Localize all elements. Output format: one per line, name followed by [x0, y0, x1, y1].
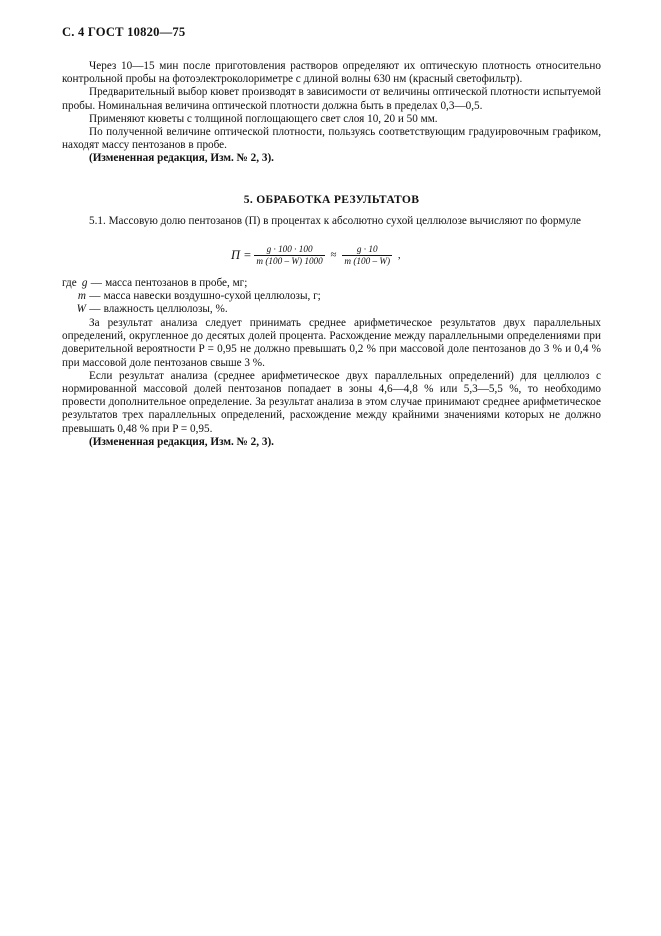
definition-prefix: где: [62, 277, 77, 289]
fraction-denominator: m (100 – W): [344, 256, 391, 266]
fraction-denominator: m (100 – W) 1000: [256, 256, 323, 266]
definition-text: масса навески воздушно-сухой целлюлозы, г;: [103, 290, 321, 303]
amendment-note: (Измененная редакция, Изм. № 2, 3).: [89, 435, 274, 448]
definition-symbol: g: [81, 277, 88, 289]
definition-dash: —: [89, 303, 101, 316]
definition-symbol: W: [76, 303, 86, 316]
fraction-numerator: g · 10: [342, 244, 392, 256]
paragraph: По полученной величине оптической плотности, пользуясь соответствующим градуировочным графиком, находят массу пентозанов в пробе.: [62, 126, 601, 152]
bottom-text-block: [62, 317, 601, 449]
definition-item: [62, 290, 601, 303]
definitions-list: [62, 277, 601, 317]
definition-dash: —: [90, 277, 102, 289]
paragraph: 5.1. Массовую долю пентозанов (П) в процентах к абсолютно сухой целлюлозе вычисляют по формуле: [89, 215, 582, 227]
top-text-block: [62, 60, 601, 166]
formula-fraction-1: [254, 244, 324, 267]
formula-fraction-2: [342, 244, 392, 267]
definition-item: [62, 303, 601, 316]
page-header: С. 4 ГОСТ 10820—75: [62, 25, 186, 39]
paragraph: Предварительный выбор кювет производят в зависимости от величины оптической плотности испытуемой пробы. Номинальная величина оптической плотности должна быть в пределах 0,3—0,5.: [62, 86, 601, 112]
paragraph: Если результат анализа (среднее арифметическое двух параллельных определений) для целлюлоз с нормированной массовой долей пентозанов попадает в зоны 4,6—4,8 % или 5,3—5,5 %, то необходимо провести дополнительное определение. За результат анализа в этом случае принимают среднее арифметическое результатов трех параллельных определений, расхождение между крайними значениями которых не должно превышать 0,48 % при P = 0,95.: [62, 369, 601, 435]
paragraph: Применяют кюветы с толщиной поглощающего свет слоя 10, 20 и 50 мм.: [89, 112, 438, 125]
paragraph: За результат анализа следует принимать среднее арифметическое результатов двух параллельных определений, округленное до десятых долей процента. Расхождение между параллельными определениями при доверительной вероятности P = 0,95 не должно превышать 0,2 % при массовой доле пентозанов до 3 % и 0,4 % при массовой доле пентозанов свыше 3 %.: [62, 317, 601, 369]
formula-lhs: П =: [231, 247, 252, 262]
amendment-note: (Измененная редакция, Изм. № 2, 3).: [89, 152, 274, 165]
fraction-numerator: g · 100 · 100: [254, 244, 324, 256]
section-title: 5. ОБРАБОТКА РЕЗУЛЬТАТОВ: [243, 193, 420, 206]
formula: [231, 244, 404, 274]
definition-dash: —: [89, 290, 101, 303]
definition-item: [62, 277, 601, 290]
approx-sign: ≈: [330, 248, 337, 261]
section-intro: [62, 215, 601, 228]
definition-text: масса пентозанов в пробе, мг;: [105, 277, 248, 289]
definition-symbol: m: [77, 290, 86, 303]
definition-text: влажность целлюлозы, %.: [103, 303, 228, 316]
paragraph: Через 10—15 мин после приготовления растворов определяют их оптическую плотность относительно контрольной пробы на фотоэлектроколориметре с длиной волны 630 нм (красный светофильтр).: [62, 60, 601, 86]
formula-comma: ,: [397, 248, 401, 261]
